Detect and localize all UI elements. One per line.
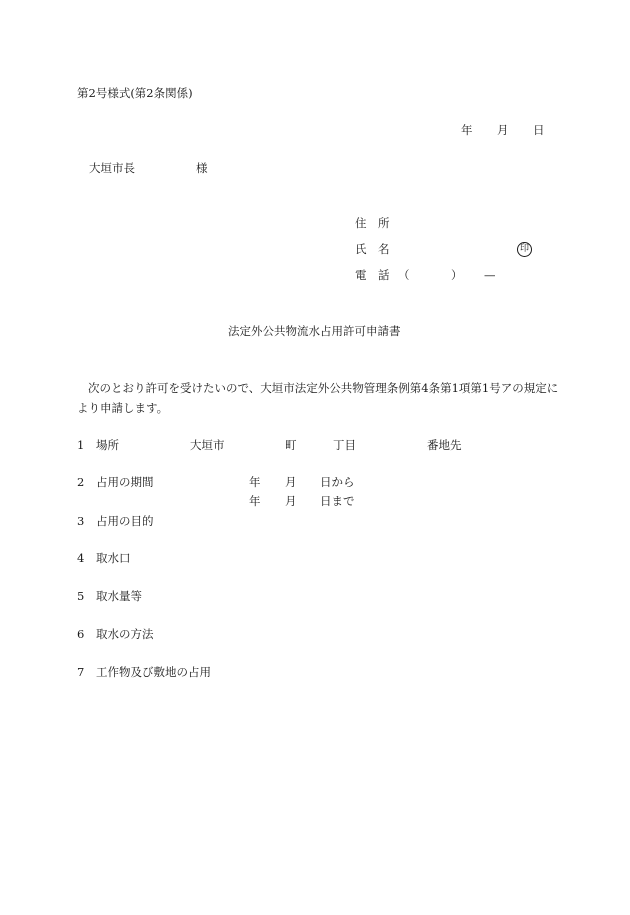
period-from-day: 日から	[320, 475, 355, 489]
location-chome: 丁目	[333, 438, 356, 452]
item-label: 取水口	[96, 551, 131, 565]
phone-open-paren: （	[398, 268, 410, 282]
addressee-honorific: 様	[196, 161, 208, 175]
item-label: 場所	[96, 438, 119, 452]
seal-mark: 印	[517, 242, 532, 257]
item-number: 4	[77, 551, 85, 565]
addressee-name: 大垣市長	[89, 161, 135, 175]
phone-dash: —	[484, 268, 496, 282]
form-number: 第2号様式(第2条関係)	[77, 86, 193, 100]
item-label: 占用の目的	[96, 514, 154, 528]
location-town: 町	[285, 438, 297, 452]
item-number: 2	[77, 475, 85, 489]
address-label: 住 所	[355, 216, 390, 230]
body-text: 次のとおり許可を受けたいので、大垣市法定外公共物管理条例第4条第1項第1号アの規定により申請します。	[77, 381, 559, 415]
item-number: 6	[77, 627, 85, 641]
item-number: 3	[77, 514, 85, 528]
phone-label: 電 話	[355, 268, 390, 282]
date-day: 日	[533, 123, 545, 137]
period-from-year: 年	[249, 475, 261, 489]
name-label: 氏 名	[355, 242, 390, 256]
period-from-month: 月	[285, 475, 297, 489]
item-label: 取水の方法	[96, 627, 154, 641]
item-label: 占用の期間	[96, 475, 154, 489]
item-label: 工作物及び敷地の占用	[96, 665, 211, 679]
period-to-month: 月	[285, 494, 297, 508]
phone-close-paren: ）	[451, 268, 463, 282]
body-paragraph	[77, 378, 559, 418]
date-month: 月	[497, 123, 509, 137]
item-number: 5	[77, 589, 85, 603]
item-number: 7	[77, 665, 85, 679]
location-banchi: 番地先	[427, 438, 462, 452]
item-number: 1	[77, 438, 85, 452]
document-title: 法定外公共物流水占用許可申請書	[228, 324, 401, 338]
item-label: 取水量等	[96, 589, 142, 603]
date-year: 年	[461, 123, 473, 137]
period-to-day: 日まで	[320, 494, 355, 508]
period-to-year: 年	[249, 494, 261, 508]
location-city: 大垣市	[190, 438, 225, 452]
